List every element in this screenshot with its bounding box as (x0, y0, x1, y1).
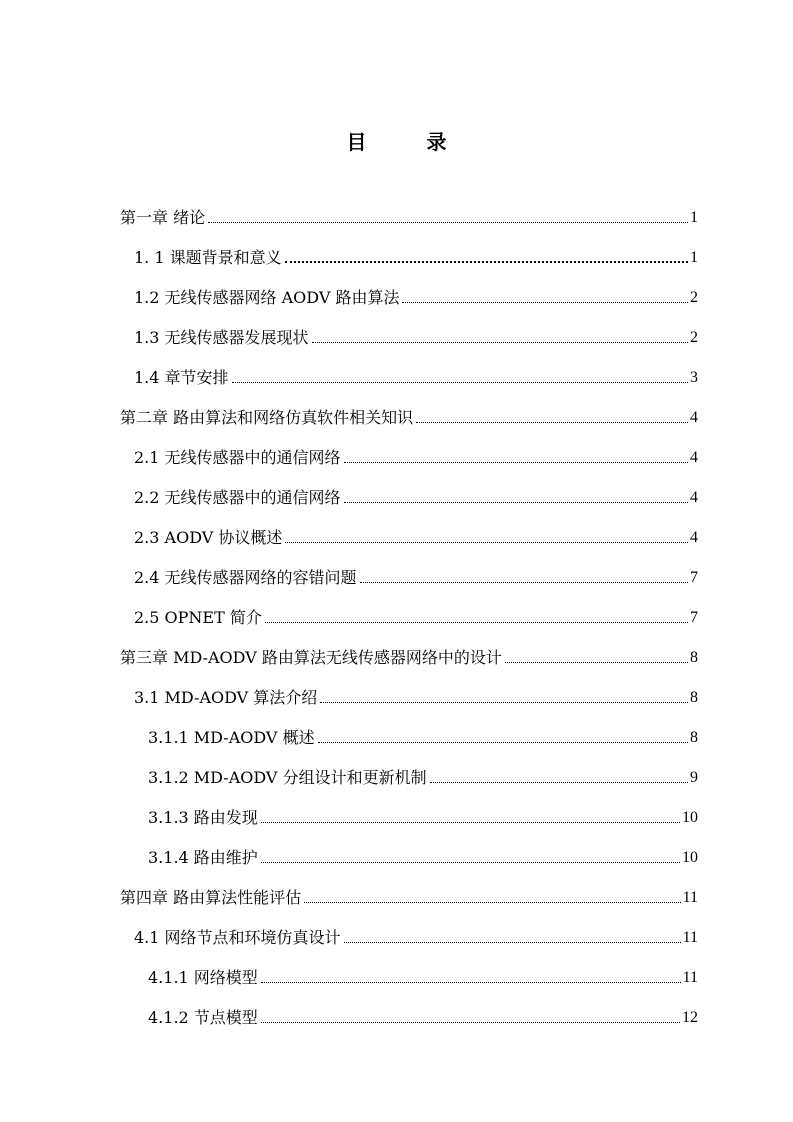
toc-entry-page: 4 (690, 489, 698, 506)
toc-entry-4-1-2[interactable] (120, 988, 698, 1028)
toc-entry-page: 2 (690, 289, 698, 306)
dot-leader (320, 702, 688, 703)
toc-entry-page: 8 (690, 729, 698, 746)
toc-entry-label: 2.3 AODV 协议概述 (134, 528, 283, 547)
dot-leader (505, 662, 688, 663)
toc-entry-label: 1.2 无线传感器网络 AODV 路由算法 (134, 288, 400, 307)
toc-entry-page: 8 (690, 649, 698, 666)
toc-entry-label: 4.1.1 网络模型 (148, 968, 258, 987)
toc-entry-page: 2 (690, 329, 698, 346)
toc-entry-label: 第三章 MD-AODV 路由算法无线传感器网络中的设计 (120, 648, 502, 667)
toc-entry-label: 第四章 路由算法性能评估 (120, 888, 302, 907)
toc-entry-label: 4.1.2 节点模型 (148, 1008, 258, 1027)
toc-entry-3-1-1[interactable] (120, 708, 698, 748)
toc-entry-label: 1. 1 课题背景和意义 (134, 248, 282, 267)
dot-leader (261, 982, 681, 983)
toc-entry-3-1-2[interactable] (120, 748, 698, 788)
toc-entry-2-5[interactable] (120, 588, 698, 628)
toc-entry-label: 1.4 章节安排 (134, 368, 229, 387)
table-of-contents (120, 188, 698, 1028)
dot-leader (344, 462, 688, 463)
dot-leader (261, 822, 680, 823)
toc-entry-3-1-4[interactable] (120, 828, 698, 868)
dot-leader (360, 582, 688, 583)
toc-entry-page: 11 (682, 889, 698, 906)
dot-leader (285, 261, 688, 263)
toc-entry-2-4[interactable] (120, 548, 698, 588)
dot-leader (344, 942, 681, 943)
toc-entry-label: 第一章 绪论 (120, 208, 206, 227)
toc-title: 目 录 (346, 130, 467, 154)
toc-entry-label: 1.3 无线传感器发展现状 (134, 328, 309, 347)
dot-leader (304, 902, 681, 903)
toc-entry-page: 1 (690, 209, 698, 226)
toc-entry-1-4[interactable] (120, 348, 698, 388)
dot-leader (232, 382, 688, 383)
toc-entry-label: 3.1.4 路由维护 (148, 848, 258, 867)
dot-leader (344, 502, 688, 503)
toc-entry-3-1[interactable] (120, 668, 698, 708)
dot-leader (208, 222, 688, 223)
toc-entry-page: 1 (690, 249, 698, 266)
toc-entry-page: 10 (682, 849, 698, 866)
toc-entry-1-2[interactable] (120, 268, 698, 308)
dot-leader (312, 342, 688, 343)
dot-leader (285, 542, 688, 543)
toc-entry-label: 第二章 路由算法和网络仿真软件相关知识 (120, 408, 414, 427)
toc-entry-page: 9 (690, 769, 698, 786)
toc-entry-label: 2.4 无线传感器网络的容错问题 (134, 568, 357, 587)
toc-entry-page: 4 (690, 529, 698, 546)
dot-leader (402, 302, 688, 303)
toc-entry-label: 3.1.2 MD-AODV 分组设计和更新机制 (148, 768, 427, 787)
toc-entry-page: 12 (682, 1009, 698, 1026)
dot-leader (261, 1022, 680, 1023)
toc-entry-label: 4.1 网络节点和环境仿真设计 (134, 928, 341, 947)
toc-entry-page: 11 (682, 969, 698, 986)
toc-entry-label: 2.2 无线传感器中的通信网络 (134, 488, 341, 507)
toc-entry-chapter-2[interactable] (120, 388, 698, 428)
toc-entry-2-2[interactable] (120, 468, 698, 508)
toc-entry-page: 7 (690, 609, 698, 626)
dot-leader (416, 422, 688, 423)
toc-entry-label: 3.1.1 MD-AODV 概述 (148, 728, 315, 747)
toc-entry-chapter-4[interactable] (120, 868, 698, 908)
toc-entry-label: 2.5 OPNET 简介 (134, 608, 262, 627)
toc-entry-2-3[interactable] (120, 508, 698, 548)
toc-entry-page: 4 (690, 449, 698, 466)
toc-entry-4-1[interactable] (120, 908, 698, 948)
toc-entry-1-3[interactable] (120, 308, 698, 348)
dot-leader (261, 862, 680, 863)
dot-leader (430, 782, 688, 783)
toc-entry-4-1-1[interactable] (120, 948, 698, 988)
toc-entry-page: 7 (690, 569, 698, 586)
toc-entry-chapter-3[interactable] (120, 628, 698, 668)
toc-entry-page: 11 (682, 929, 698, 946)
toc-entry-label: 3.1.3 路由发现 (148, 808, 258, 827)
toc-entry-label: 2.1 无线传感器中的通信网络 (134, 448, 341, 467)
dot-leader (265, 622, 688, 623)
toc-entry-page: 4 (690, 409, 698, 426)
toc-entry-page: 8 (690, 689, 698, 706)
toc-entry-chapter-1[interactable] (120, 188, 698, 228)
toc-entry-1-1[interactable] (120, 228, 698, 268)
toc-entry-2-1[interactable] (120, 428, 698, 468)
dot-leader (318, 742, 688, 743)
toc-entry-label: 3.1 MD-AODV 算法介绍 (134, 688, 318, 707)
toc-entry-page: 10 (682, 809, 698, 826)
toc-entry-page: 3 (690, 369, 698, 386)
toc-entry-3-1-3[interactable] (120, 788, 698, 828)
